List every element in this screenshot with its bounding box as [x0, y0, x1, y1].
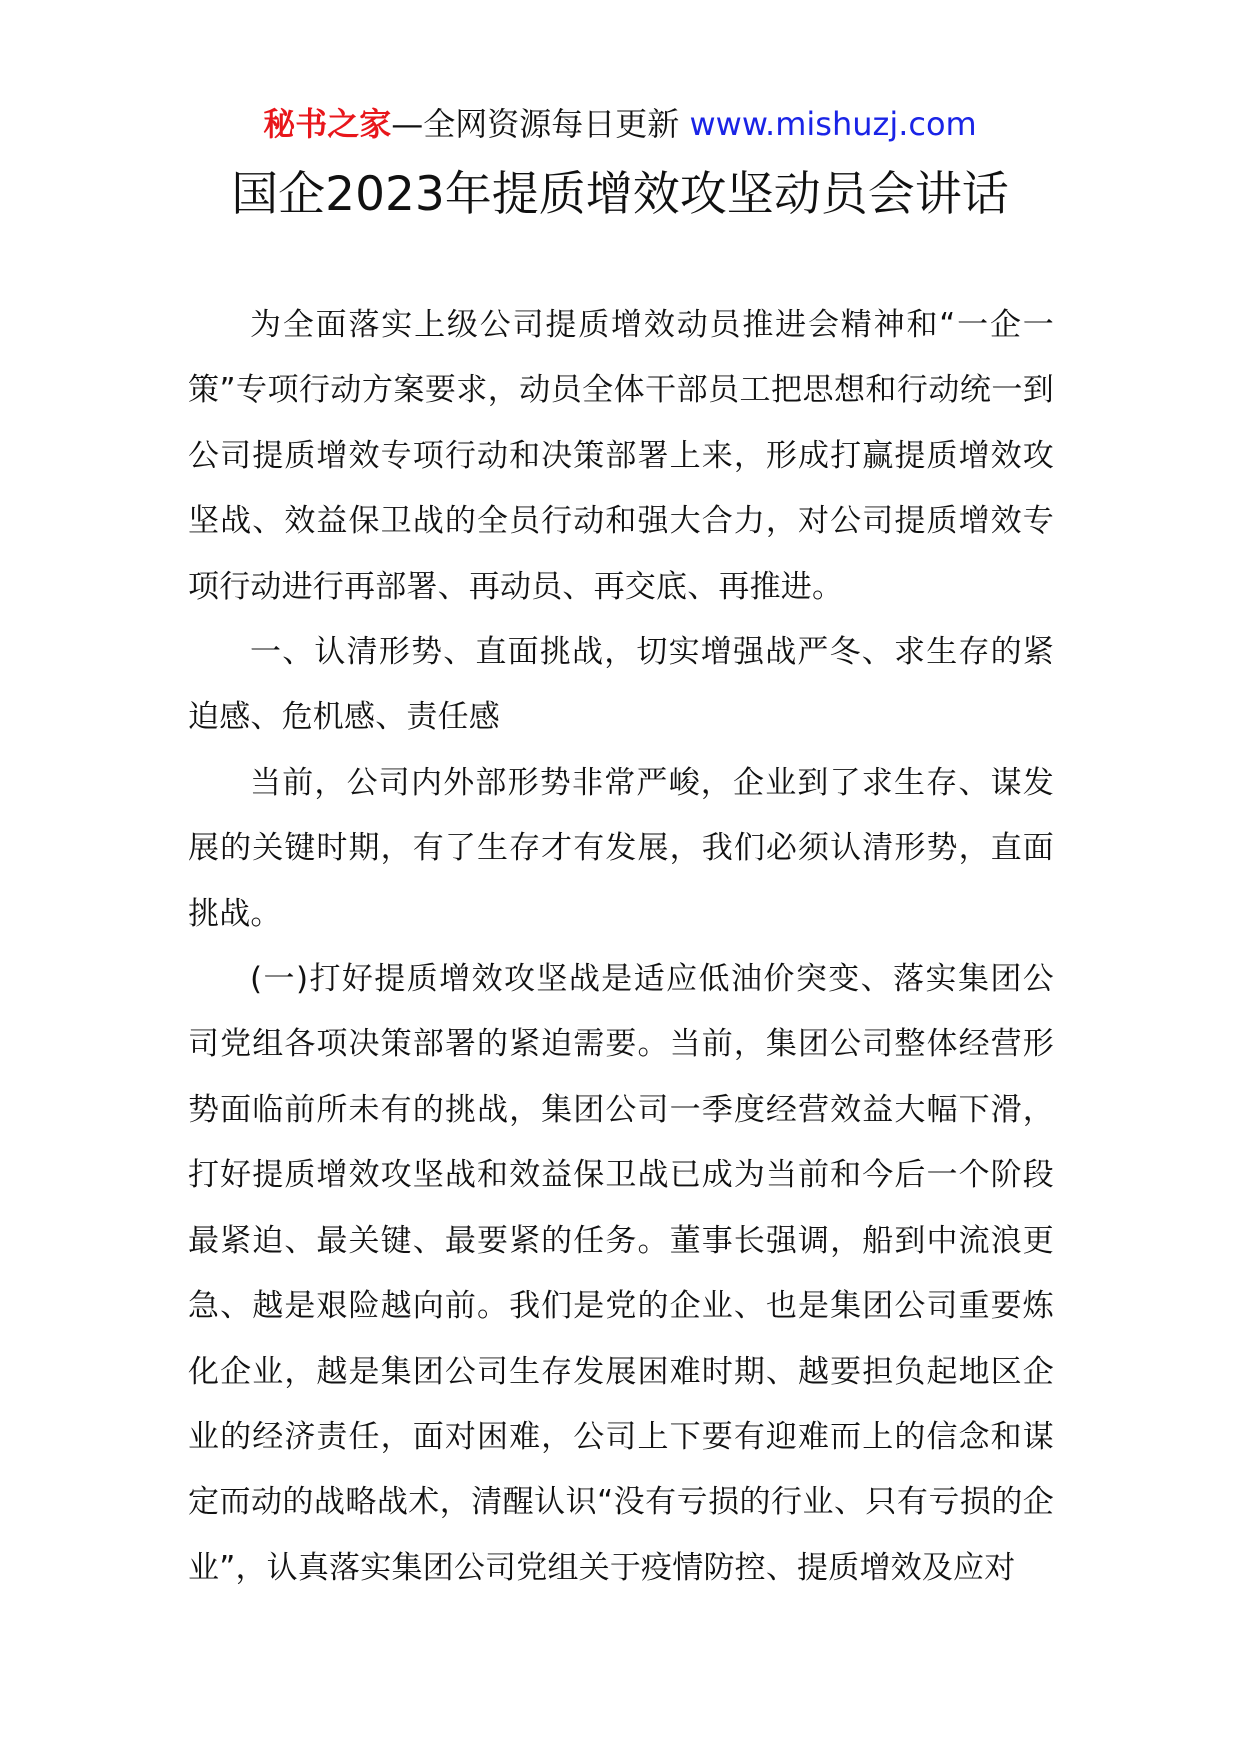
section-heading-1: 一、认清形势、直面挑战，切实增强战严冬、求生存的紧迫感、危机感、责任感	[188, 634, 1054, 736]
paragraph-situation: 当前，公司内外部形势非常严峻，企业到了求生存、谋发展的关键时期，有了生存才有发展，我们必须认清形势，直面挑战。	[188, 764, 1054, 932]
site-url[interactable]: www.mishuzj.com	[679, 105, 977, 143]
site-header	[0, 102, 1240, 146]
document-body	[188, 293, 1054, 1601]
paragraph-point-1: (一)打好提质增效攻坚战是适应低油价突变、落实集团公司党组各项决策部署的紧迫需要。当前，集团公司整体经营形势面临前所未有的挑战，集团公司一季度经营效益大幅下滑，打好提质增效攻坚战和效益保卫战已成为当前和今后一个阶段最紧迫、最关键、最要紧的任务。董事长强调，船到中流浪更急、越是艰险越向前。我们是党的企业、也是集团公司重要炼化企业，越是集团公司生存发展困难时期、越要担负起地区企业的经济责任，面对困难，公司上下要有迎难而上的信念和谋定而动的战略战术，清醒认识“没有亏损的行业、只有亏损的企业”，认真落实集团公司党组关于疫情防控、提质增效及应对	[188, 961, 1054, 1586]
paragraph-intro: 为全面落实上级公司提质增效动员推进会精神和“一企一策”专项行动方案要求，动员全体干部员工把思想和行动统一到公司提质增效专项行动和决策部署上来，形成打赢提质增效攻坚战、效益保卫战的全员行动和强大合力，对公司提质增效专项行动进行再部署、再动员、再交底、再推进。	[188, 307, 1054, 605]
header-tagline: —全网资源每日更新	[391, 105, 680, 143]
brand-name: 秘书之家	[263, 105, 392, 143]
document-title: 国企2023年提质增效攻坚动员会讲话	[231, 167, 1009, 222]
